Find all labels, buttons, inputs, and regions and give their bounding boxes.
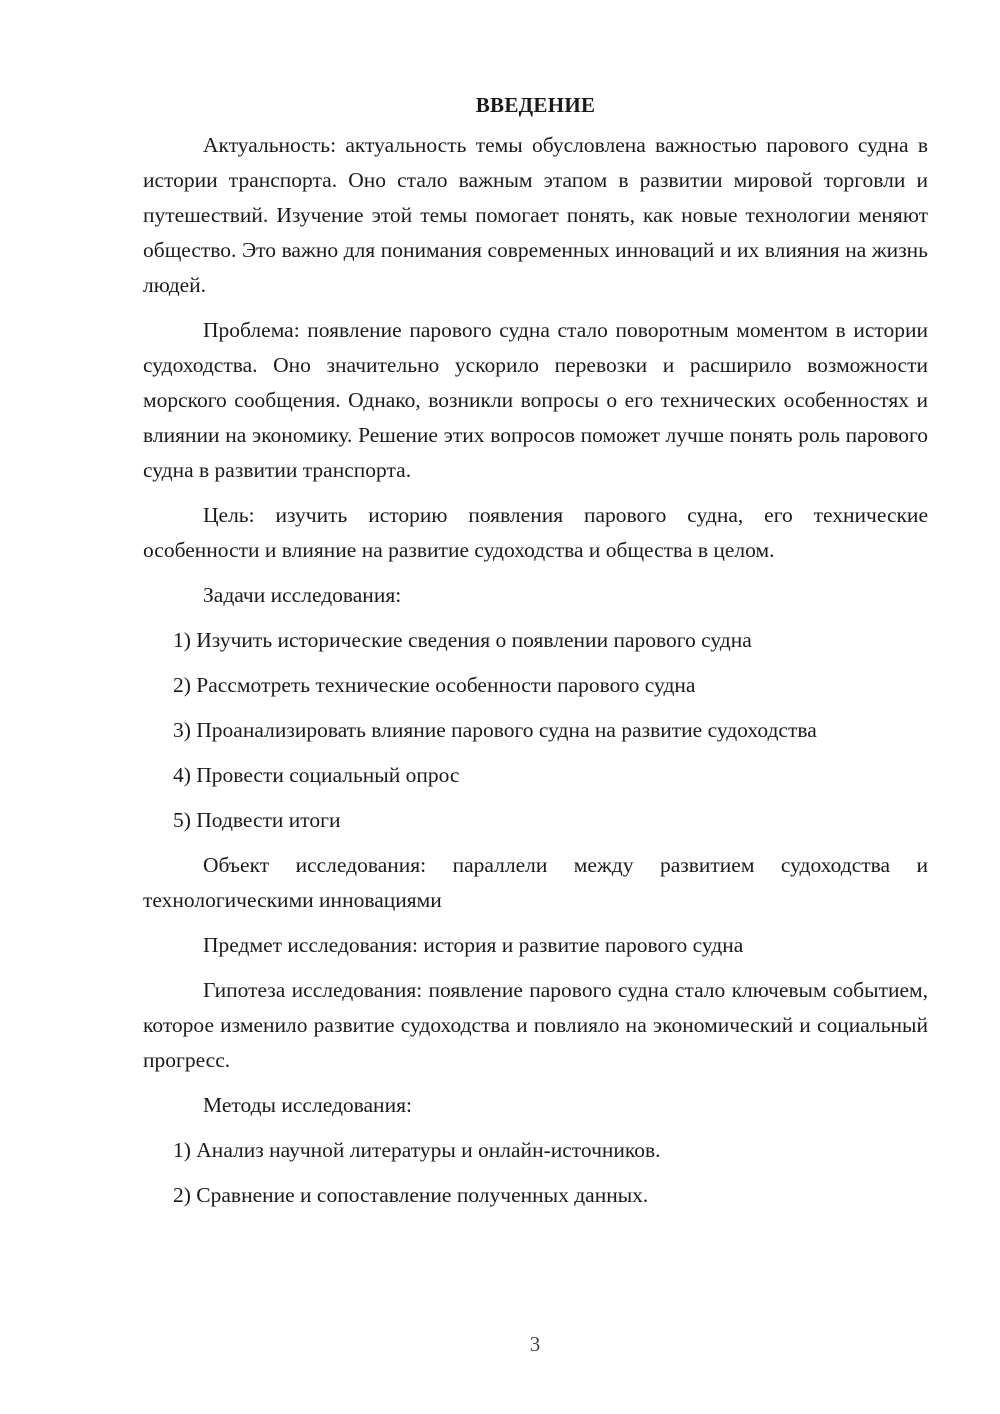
task-item: 1) Изучить исторические сведения о появлении парового судна [173, 628, 752, 652]
task-item: 2) Рассмотреть технические особенности парового судна [173, 673, 696, 697]
problem-paragraph: Проблема: появление парового судна стало поворотным моментом в истории судоходства. Оно значительно ускорило перевозки и расширило возможности морского сообщения. Однако, возникли вопросы о его технических особенностях и влиянии на экономику. Решение этих вопросов поможет лучше понять роль парового судна в развитии транспорта. [143, 318, 928, 482]
document-page [143, 90, 928, 1223]
method-item: 2) Сравнение и сопоставление полученных данных. [173, 1183, 649, 1207]
methods-heading: Методы исследования: [203, 1093, 412, 1117]
page-title: ВВЕДЕНИЕ [475, 93, 596, 117]
hypothesis-paragraph: Гипотеза исследования: появление парового судна стало ключевым событием, которое изменило развитие судоходства и повлияло на экономический и социальный прогресс. [143, 978, 928, 1072]
task-item: 5) Подвести итоги [173, 808, 341, 832]
object-paragraph: Объект исследования: параллели между развитием судоходства и технологическими инновациями [143, 853, 928, 912]
subject-paragraph: Предмет исследования: история и развитие парового судна [203, 933, 744, 957]
relevance-paragraph: Актуальность: актуальность темы обусловлена важностью парового судна в истории транспорта. Оно стало важным этапом в развитии мировой торговли и путешествий. Изучение этой темы помогает понять, как новые технологии меняют общество. Это важно для понимания современных инноваций и их влияния на жизнь людей. [143, 133, 928, 297]
task-item: 4) Провести социальный опрос [173, 763, 460, 787]
page-number: 3 [529, 1332, 541, 1356]
method-item: 1) Анализ научной литературы и онлайн-источников. [173, 1138, 661, 1162]
task-item: 3) Проанализировать влияние парового судна на развитие судоходства [173, 718, 817, 742]
goal-paragraph: Цель: изучить историю появления парового судна, его технические особенности и влияние на развитие судоходства и общества в целом. [143, 503, 928, 562]
tasks-heading: Задачи исследования: [203, 583, 402, 607]
